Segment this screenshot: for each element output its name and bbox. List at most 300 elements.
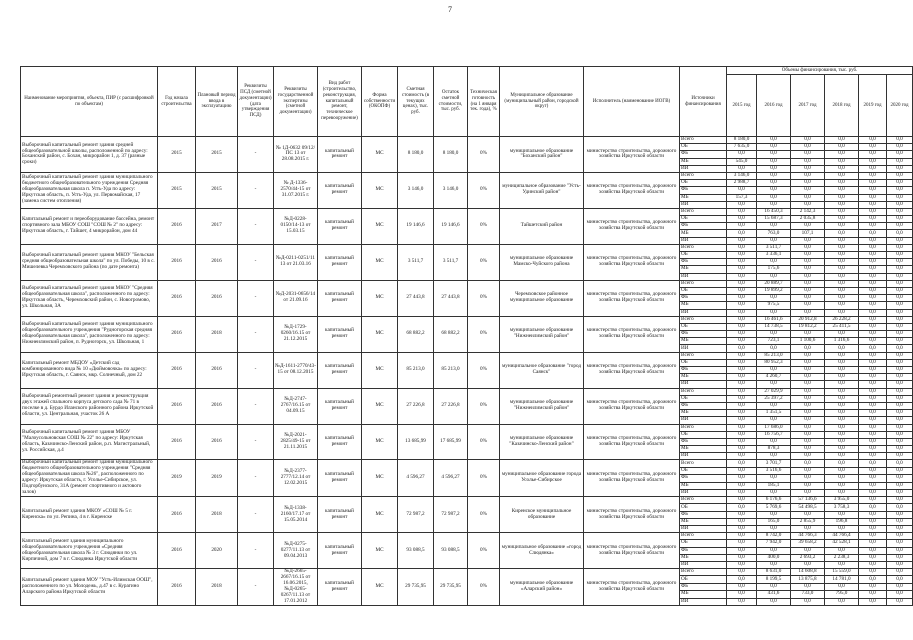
funding-source-cell: ФБ: [680, 475, 727, 482]
funding-value-cell: 0,0: [757, 453, 791, 460]
funding-source-cell: ИИ: [680, 561, 727, 568]
funding-value-cell: 0,0: [757, 598, 791, 605]
funding-value-cell: 0,0: [859, 295, 887, 302]
funding-value-cell: 0,0: [887, 144, 913, 151]
funding-source-cell: Всего: [680, 137, 727, 144]
remaining-cost-cell: 27 226,8: [434, 388, 468, 424]
funding-value-cell: 0,0: [825, 252, 859, 259]
funding-value-cell: 0,0: [859, 352, 887, 359]
funding-value-cell: 0,0: [859, 446, 887, 453]
funding-value-cell: 0,0: [825, 180, 859, 187]
object-cell: Капитальный ремонт МБДОУ «Детский сад комбинированного вида № 10 «Дюймовочка» по адресу: Иркутская область, г. Саянск, мкр. Солнечный, дом 22: [21, 352, 158, 388]
remaining-cost-cell: 85 213,0: [434, 352, 468, 388]
funding-value-cell: 13 875,8: [791, 576, 825, 583]
funding-value-cell: 0,0: [757, 201, 791, 208]
ownership-cell: МС: [362, 497, 398, 533]
funding-value-cell: 0,0: [859, 237, 887, 244]
funding-value-cell: 0,0: [791, 201, 825, 208]
funding-value-cell: 0,0: [859, 540, 887, 547]
funding-value-cell: 0,0: [887, 187, 913, 194]
funding-value-cell: 0,0: [887, 410, 913, 417]
funding-value-cell: 0,0: [727, 431, 757, 438]
funding-value-cell: 0,0: [791, 475, 825, 482]
object-cell: Капитальный ремонт и переоборудование бассейна, ремонт спортивного зала МБОУ СОШ "СОШ № 2" по адресу: Иркутская область, г. Тайшет, 4 микрорайон, дом 44: [21, 208, 158, 244]
estimate-cost-cell: 85 213,0: [398, 352, 434, 388]
funding-source-cell: МБ: [680, 266, 727, 273]
psd-cell: -: [238, 569, 274, 606]
psd-cell: -: [238, 172, 274, 208]
funding-value-cell: 0,0: [859, 374, 887, 381]
funding-value-cell: 0,0: [791, 151, 825, 158]
funding-value-cell: 0,0: [791, 266, 825, 273]
funding-value-cell: 44 766,4: [825, 533, 859, 540]
funding-source-cell: ФБ: [680, 438, 727, 445]
funding-value-cell: 0,0: [859, 331, 887, 338]
funding-value-cell: 763,0: [757, 230, 791, 237]
work-type-cell: капитальный ремонт: [318, 172, 362, 208]
municipality-cell: муниципальное образование "Нижнеилимский район": [500, 316, 584, 352]
funding-value-cell: 0,0: [859, 533, 887, 540]
funding-value-cell: 0,0: [887, 547, 913, 554]
municipality-cell: Киренское муниципальное образование: [500, 497, 584, 533]
funding-value-cell: 0,0: [859, 410, 887, 417]
funding-value-cell: 0,0: [825, 295, 859, 302]
ownership-cell: МС: [362, 352, 398, 388]
work-type-cell: капитальный ремонт: [318, 569, 362, 606]
funding-source-cell: Всего: [680, 460, 727, 467]
ownership-cell: МС: [362, 208, 398, 244]
end-year-cell: 2016: [196, 244, 238, 280]
object-cell: Выборочный капитальный ремонт здания муниципального бюджетного общеобразовательного учреждения "Средняя общеобразовательная школа №26", расположенного по адресу: Иркутская область, г. Усолье-Сибирское, ул. Подгорбунского, 31А (ремонт спортивного и актового залов): [21, 460, 158, 497]
funding-source-cell: Всего: [680, 280, 727, 287]
funding-value-cell: 26 228,2: [825, 316, 859, 323]
readiness-cell: 0%: [468, 352, 500, 388]
executor-cell: министерство строительства, дорожного хозяйства Иркутской области: [584, 316, 680, 352]
readiness-cell: 0%: [468, 424, 500, 460]
funding-value-cell: 0,0: [859, 287, 887, 294]
funding-value-cell: 0,0: [727, 388, 757, 395]
funding-value-cell: 0,0: [859, 172, 887, 179]
funding-value-cell: 3 701,7: [757, 460, 791, 467]
readiness-cell: 0%: [468, 137, 500, 173]
funding-value-cell: 0,0: [825, 244, 859, 251]
funding-value-cell: 0,0: [791, 273, 825, 280]
funding-value-cell: 0,0: [825, 367, 859, 374]
funding-value-cell: 0,0: [887, 467, 913, 474]
funding-value-cell: 0,0: [727, 187, 757, 194]
funding-value-cell: 3 516,6: [757, 467, 791, 474]
executor-cell: министерство строительства, дорожного хозяйства Иркутской области: [584, 244, 680, 280]
funding-value-cell: 0,0: [859, 244, 887, 251]
estimate-cost-cell: 27 226,8: [398, 388, 434, 424]
funding-value-cell: 0,0: [887, 504, 913, 511]
funding-value-cell: 0,0: [727, 309, 757, 316]
funding-source-cell: ФБ: [680, 295, 727, 302]
estimate-cost-cell: 27 443,8: [398, 280, 434, 316]
funding-value-cell: 0,0: [887, 367, 913, 374]
funding-value-cell: 0,0: [887, 431, 913, 438]
funding-value-cell: 0,0: [887, 554, 913, 561]
funding-value-cell: 0,0: [727, 482, 757, 489]
funding-value-cell: 0,0: [887, 201, 913, 208]
header-start-year: Год начала строительства: [158, 67, 196, 137]
funding-value-cell: 0,0: [791, 259, 825, 266]
funding-source-cell: ИИ: [680, 309, 727, 316]
municipality-cell: Черемховское районное муниципальное образование: [500, 280, 584, 316]
funding-value-cell: 1 100,6: [791, 338, 825, 345]
funding-value-cell: 0,0: [791, 467, 825, 474]
readiness-cell: 0%: [468, 172, 500, 208]
funding-source-cell: ИИ: [680, 345, 727, 352]
funding-value-cell: 0,0: [757, 144, 791, 151]
funding-value-cell: 0,0: [859, 395, 887, 402]
ownership-cell: МС: [362, 280, 398, 316]
funding-source-cell: ФБ: [680, 583, 727, 590]
funding-value-cell: 0,0: [887, 381, 913, 388]
funding-value-cell: 20 912,8: [791, 316, 825, 323]
funding-value-cell: 0,0: [791, 244, 825, 251]
funding-value-cell: 1 351,5: [757, 410, 791, 417]
end-year-cell: 2016: [196, 424, 238, 460]
funding-value-cell: 0,0: [727, 554, 757, 561]
funding-value-cell: 0,0: [727, 475, 757, 482]
funding-value-cell: 0,0: [791, 252, 825, 259]
expertise-cell: №Д-1338-2160/17.17 от 15.05.2014: [274, 497, 318, 533]
funding-value-cell: 0,0: [791, 187, 825, 194]
funding-source-cell: МБ: [680, 194, 727, 201]
funding-value-cell: 0,0: [791, 547, 825, 554]
funding-source-cell: МБ: [680, 302, 727, 309]
funding-value-cell: 0,0: [887, 482, 913, 489]
remaining-cost-cell: 3 146,0: [434, 172, 468, 208]
funding-value-cell: 185,1: [757, 482, 791, 489]
funding-value-cell: 0,0: [791, 331, 825, 338]
estimate-cost-cell: 3 511,7: [398, 244, 434, 280]
expertise-cell: № 1Д-0632 09/12/ПС 13 от 28.08.2015 г.: [274, 137, 318, 173]
funding-source-cell: ФБ: [680, 511, 727, 518]
expertise-cell: №Д-2021-2825/49-15 от 21.11.2015: [274, 424, 318, 460]
funding-value-cell: 0,0: [859, 554, 887, 561]
funding-value-cell: 0,0: [887, 230, 913, 237]
funding-value-cell: 0,0: [825, 345, 859, 352]
municipality-cell: муниципальное образование "Боханский район": [500, 137, 584, 173]
work-type-cell: капитальный ремонт: [318, 137, 362, 173]
funding-value-cell: 0,0: [727, 583, 757, 590]
funding-value-cell: 19 812,2: [791, 323, 825, 330]
municipality-cell: Тайшетский район: [500, 208, 584, 244]
end-year-cell: 2020: [196, 533, 238, 569]
funding-value-cell: 0,0: [825, 287, 859, 294]
ownership-cell: МС: [362, 424, 398, 460]
funding-source-cell: ОБ: [680, 180, 727, 187]
funding-value-cell: 0,0: [887, 216, 913, 223]
start-year-cell: 2016: [158, 352, 196, 388]
work-type-cell: капитальный ремонт: [318, 460, 362, 497]
object-cell: Выборочный капитальный ремонт здания средней общеобразовательной школы, расположенной по адресу: Боханский район, с. Бохан, микрорайон 1, д. 37 (разные сроки): [21, 137, 158, 173]
funding-value-cell: 0,0: [757, 158, 791, 165]
funding-value-cell: 0,0: [859, 151, 887, 158]
funding-table: [20, 66, 913, 606]
funding-value-cell: 39 658,2: [791, 540, 825, 547]
funding-source-cell: ФБ: [680, 151, 727, 158]
funding-value-cell: 0,0: [727, 497, 757, 504]
funding-value-cell: 0,0: [825, 230, 859, 237]
funding-source-cell: МБ: [680, 374, 727, 381]
funding-value-cell: 42 528,1: [825, 540, 859, 547]
municipality-cell: муниципальное образование "Казачинско-Ленский район": [500, 424, 584, 460]
funding-source-cell: Всего: [680, 533, 727, 540]
funding-value-cell: 54 498,5: [791, 504, 825, 511]
funding-value-cell: 85 213,0: [757, 352, 791, 359]
work-type-cell: капитальный ремонт: [318, 316, 362, 352]
funding-value-cell: 0,0: [791, 438, 825, 445]
funding-value-cell: 0,0: [859, 316, 887, 323]
funding-value-cell: 0,0: [791, 359, 825, 366]
funding-value-cell: 0,0: [887, 252, 913, 259]
funding-value-cell: 15 559,0: [825, 569, 859, 576]
funding-value-cell: 0,0: [727, 208, 757, 215]
remaining-cost-cell: 3 511,7: [434, 244, 468, 280]
funding-value-cell: 0,0: [791, 237, 825, 244]
funding-value-cell: 16 461,6: [757, 316, 791, 323]
expertise-cell: №Д-2665-2667/16.15 от 16.06.2015, №Д-0265-0267/11.13 от 17.01.2012: [274, 569, 318, 606]
funding-value-cell: 0,0: [757, 151, 791, 158]
work-type-cell: капитальный ремонт: [318, 352, 362, 388]
end-year-cell: 2015: [196, 137, 238, 173]
start-year-cell: 2016: [158, 244, 196, 280]
estimate-cost-cell: 4 596,27: [398, 460, 434, 497]
readiness-cell: 0%: [468, 208, 500, 244]
funding-value-cell: 0,0: [887, 518, 913, 525]
funding-value-cell: 0,0: [887, 591, 913, 598]
estimate-cost-cell: 29 735,95: [398, 569, 434, 606]
remaining-cost-cell: 29 735,95: [434, 569, 468, 606]
funding-value-cell: 0,0: [825, 583, 859, 590]
funding-value-cell: 14 781,0: [825, 576, 859, 583]
funding-value-cell: 0,0: [727, 381, 757, 388]
expertise-cell: №Д-1729-0260/16.15 от 21.12.2015: [274, 316, 318, 352]
funding-source-cell: ИИ: [680, 453, 727, 460]
end-year-cell: 2015: [196, 172, 238, 208]
funding-value-cell: 0,0: [859, 230, 887, 237]
funding-value-cell: 0,0: [727, 280, 757, 287]
remaining-cost-cell: 4 596,27: [434, 460, 468, 497]
readiness-cell: 0%: [468, 388, 500, 424]
funding-value-cell: 0,0: [791, 158, 825, 165]
expertise-cell: №Д-1611-2770/43-15 от 08.12.2015: [274, 352, 318, 388]
funding-value-cell: 0,0: [887, 417, 913, 424]
funding-source-cell: ФБ: [680, 331, 727, 338]
object-cell: Выборочный капитальный ремонт здания МКОУ "Бельская средняя общеобразовательная школа" по ул. Победы, 10 в с. Мишелевка Черемховского района (по дате ремонта): [21, 244, 158, 280]
funding-value-cell: 0,0: [859, 280, 887, 287]
funding-value-cell: 0,0: [727, 273, 757, 280]
ownership-cell: МС: [362, 137, 398, 173]
funding-value-cell: 0,0: [887, 345, 913, 352]
funding-value-cell: 400,0: [757, 554, 791, 561]
funding-source-cell: ОБ: [680, 144, 727, 151]
end-year-cell: 2016: [196, 352, 238, 388]
funding-source-cell: Всего: [680, 352, 727, 359]
funding-value-cell: 0,0: [825, 280, 859, 287]
funding-value-cell: 0,0: [757, 295, 791, 302]
funding-source-cell: ОБ: [680, 504, 727, 511]
funding-source-cell: ФБ: [680, 259, 727, 266]
funding-value-cell: 0,0: [825, 266, 859, 273]
funding-value-cell: 0,0: [727, 230, 757, 237]
header-executor: Исполнитель (наименование ИОГВ): [584, 67, 680, 137]
executor-cell: министерство строительства, дорожного хозяйства Иркутской области: [584, 388, 680, 424]
funding-value-cell: 0,0: [757, 367, 791, 374]
municipality-cell: муниципальное образование "Нижнеилимский район": [500, 388, 584, 424]
funding-value-cell: 0,0: [825, 424, 859, 431]
funding-value-cell: 8 631,0: [757, 569, 791, 576]
ownership-cell: МС: [362, 569, 398, 606]
start-year-cell: 2016: [158, 280, 196, 316]
header-object: Наименование мероприятия, объекта, ПИР (с расшифровкой по объектам): [21, 67, 158, 137]
funding-value-cell: 0,0: [791, 410, 825, 417]
end-year-cell: 2019: [196, 460, 238, 497]
start-year-cell: 2016: [158, 316, 196, 352]
funding-value-cell: 0,0: [825, 467, 859, 474]
funding-value-cell: 0,0: [727, 244, 757, 251]
funding-source-cell: ИИ: [680, 598, 727, 605]
funding-value-cell: 0,0: [859, 417, 887, 424]
start-year-cell: 2015: [158, 172, 196, 208]
funding-value-cell: 0,0: [887, 446, 913, 453]
municipality-cell: муниципальное образование города Усолье-Сибирское: [500, 460, 584, 497]
funding-value-cell: 0,0: [825, 489, 859, 496]
funding-value-cell: 0,0: [727, 489, 757, 496]
funding-value-cell: 0,0: [727, 569, 757, 576]
funding-value-cell: 0,0: [727, 316, 757, 323]
funding-value-cell: 0,0: [859, 467, 887, 474]
funding-value-cell: 0,0: [859, 223, 887, 230]
funding-value-cell: 0,0: [825, 172, 859, 179]
funding-value-cell: 0,0: [727, 561, 757, 568]
funding-value-cell: 0,0: [825, 144, 859, 151]
psd-cell: -: [238, 497, 274, 533]
funding-value-cell: 0,0: [859, 453, 887, 460]
executor-cell: министерство строительства, дорожного хозяйства Иркутской области: [584, 352, 680, 388]
funding-value-cell: 3 146,0: [727, 172, 757, 179]
readiness-cell: 0%: [468, 569, 500, 606]
funding-value-cell: 0,0: [887, 374, 913, 381]
funding-value-cell: 0,0: [727, 453, 757, 460]
estimate-cost-cell: 3 146,0: [398, 172, 434, 208]
funding-value-cell: 0,0: [757, 583, 791, 590]
funding-value-cell: 0,0: [887, 137, 913, 144]
funding-value-cell: 0,0: [825, 331, 859, 338]
funding-value-cell: 8 180,0: [727, 137, 757, 144]
funding-value-cell: 2 035,8: [791, 216, 825, 223]
funding-source-cell: Всего: [680, 172, 727, 179]
funding-value-cell: 0,0: [887, 338, 913, 345]
expertise-cell: №Д-0275-0277/11.13 от 09.04.2013: [274, 533, 318, 569]
funding-value-cell: 0,0: [727, 533, 757, 540]
funding-value-cell: 0,0: [825, 302, 859, 309]
funding-value-cell: 0,0: [887, 460, 913, 467]
funding-value-cell: 431,6: [757, 591, 791, 598]
funding-value-cell: 0,0: [791, 287, 825, 294]
funding-value-cell: 0,0: [791, 309, 825, 316]
funding-source-cell: МБ: [680, 338, 727, 345]
funding-value-cell: 0,0: [727, 151, 757, 158]
funding-value-cell: 0,0: [727, 374, 757, 381]
end-year-cell: 2018: [196, 316, 238, 352]
funding-value-cell: 0,0: [757, 489, 791, 496]
funding-value-cell: 0,0: [859, 424, 887, 431]
funding-value-cell: 0,0: [727, 302, 757, 309]
header-ownership: Форма собственности (ОКОПФ): [362, 67, 398, 137]
funding-value-cell: 0,0: [825, 410, 859, 417]
funding-value-cell: 0,0: [859, 309, 887, 316]
funding-value-cell: 0,0: [887, 151, 913, 158]
ownership-cell: МС: [362, 316, 398, 352]
funding-value-cell: 0,0: [859, 598, 887, 605]
funding-value-cell: 8 199,5: [757, 576, 791, 583]
ownership-cell: МС: [362, 388, 398, 424]
funding-value-cell: 0,0: [791, 180, 825, 187]
funding-value-cell: 0,0: [887, 295, 913, 302]
header-year: 2016 год: [757, 75, 791, 137]
funding-value-cell: 0,0: [727, 352, 757, 359]
funding-value-cell: 0,0: [727, 547, 757, 554]
funding-value-cell: 0,0: [727, 598, 757, 605]
funding-value-cell: 0,0: [887, 223, 913, 230]
expertise-cell: №Д-2747-2767/16.15 от 04.09.15: [274, 388, 318, 424]
funding-value-cell: 0,0: [825, 460, 859, 467]
funding-value-cell: 0,0: [791, 223, 825, 230]
funding-value-cell: 0,0: [791, 598, 825, 605]
psd-cell: -: [238, 388, 274, 424]
funding-value-cell: 0,0: [727, 331, 757, 338]
funding-value-cell: 723,1: [757, 338, 791, 345]
funding-value-cell: 545,0: [727, 158, 757, 165]
funding-value-cell: 0,0: [825, 352, 859, 359]
funding-value-cell: 0,0: [859, 323, 887, 330]
start-year-cell: 2016: [158, 208, 196, 244]
object-cell: Капитальный ремонт здания МКОУ «СОШ № 5 г. Киренска» по ул. Репина, 4 в г. Киренске: [21, 497, 158, 533]
funding-value-cell: 0,0: [825, 388, 859, 395]
readiness-cell: 0%: [468, 316, 500, 352]
funding-value-cell: 0,0: [727, 266, 757, 273]
funding-value-cell: 0,0: [887, 194, 913, 201]
header-estimate-cost: Сметная стоимость (в текущих ценах), тыс. руб.: [398, 67, 434, 137]
funding-value-cell: 25 411,5: [825, 323, 859, 330]
funding-value-cell: 0,0: [757, 273, 791, 280]
funding-value-cell: 3 758,3: [825, 504, 859, 511]
funding-value-cell: 0,0: [887, 309, 913, 316]
funding-value-cell: 0,0: [791, 424, 825, 431]
funding-value-cell: 0,0: [757, 438, 791, 445]
funding-value-cell: 0,0: [859, 273, 887, 280]
funding-value-cell: 0,0: [757, 547, 791, 554]
funding-source-cell: ФБ: [680, 223, 727, 230]
funding-value-cell: 0,0: [825, 438, 859, 445]
funding-value-cell: 0,0: [859, 475, 887, 482]
funding-value-cell: 0,0: [791, 526, 825, 533]
funding-value-cell: 0,0: [757, 309, 791, 316]
start-year-cell: 2016: [158, 569, 196, 606]
expertise-cell: №Д-2377-2777/12.14 от 12.02.2015: [274, 460, 318, 497]
funding-value-cell: 0,0: [727, 576, 757, 583]
funding-value-cell: 0,0: [727, 402, 757, 409]
funding-value-cell: 16 756,7: [757, 431, 791, 438]
funding-value-cell: 0,0: [825, 273, 859, 280]
funding-value-cell: 0,0: [791, 453, 825, 460]
start-year-cell: 2016: [158, 388, 196, 424]
funding-value-cell: 0,0: [727, 424, 757, 431]
